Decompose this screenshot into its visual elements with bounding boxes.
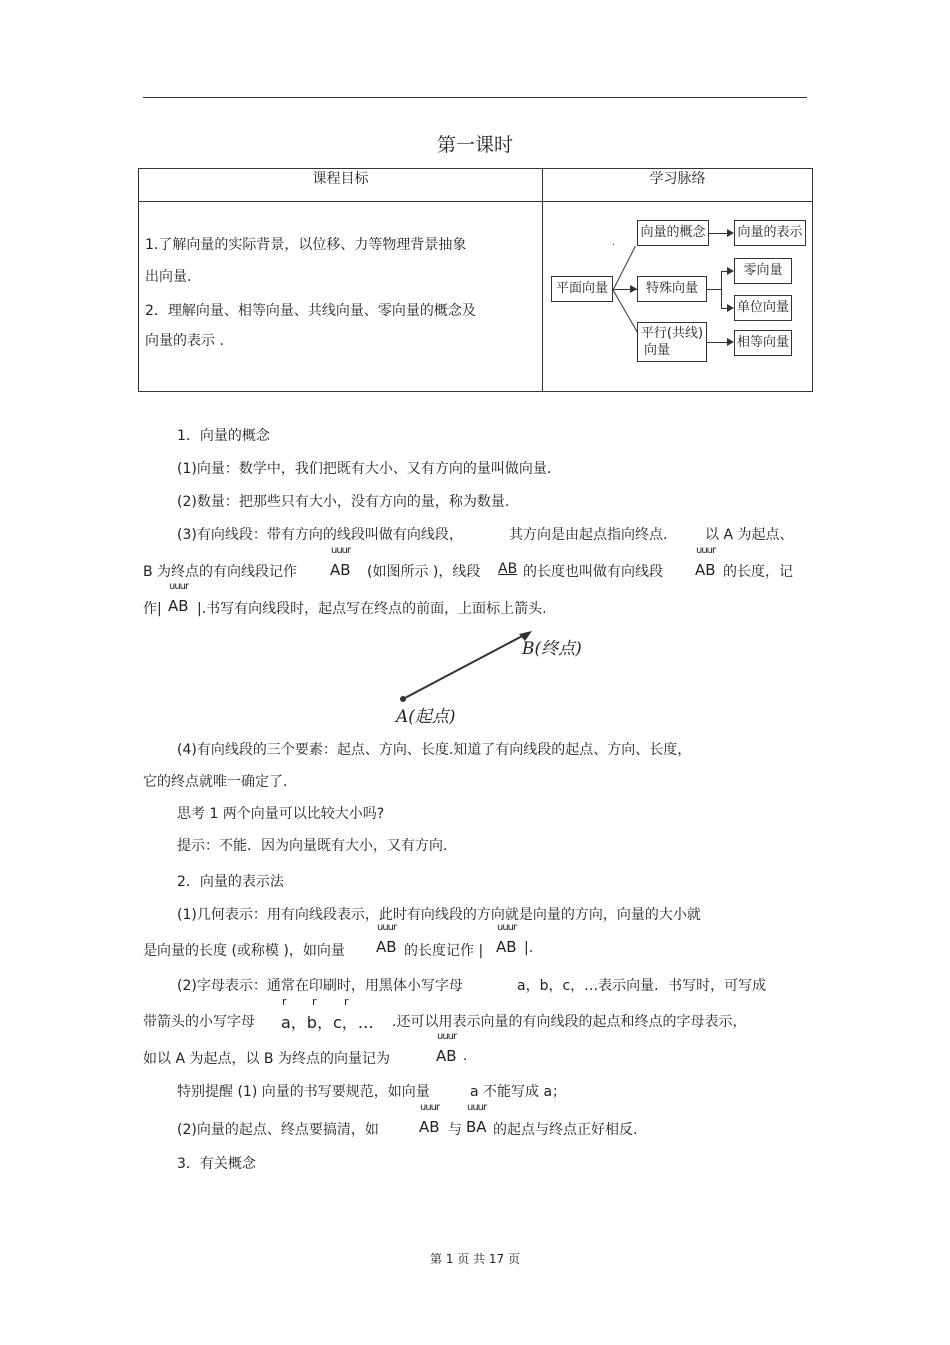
paragraph: |. [524, 940, 534, 956]
vector-AB: uuur AB [496, 922, 517, 956]
node-parallel-line2: 向量 [644, 343, 671, 358]
section-heading: 3．有关概念 [177, 1156, 256, 1172]
goal-line: 2．理解向量、相等向量、共线向量、零向量的概念及 [145, 303, 476, 319]
arrow-mark: r [312, 995, 317, 1008]
vector-AB: uuur AB [330, 545, 351, 579]
paragraph: (2)字母表示：通常在印刷时，用黑体小写字母 [177, 978, 463, 994]
paragraph: 的长度，记 [723, 564, 793, 580]
paragraph: 的起点与终点正好相反. [493, 1122, 638, 1138]
vector-AB: uuur AB [695, 545, 716, 579]
paragraph: (1)向量：数学中，我们把既有大小、又有方向的量叫做向量. [177, 461, 552, 477]
hint: 提示：不能．因为向量既有大小，又有方向. [177, 838, 448, 854]
connector [612, 289, 638, 333]
arrow-mark: r [344, 995, 349, 1008]
paragraph: (如图所示 )，线段 [367, 564, 481, 580]
goal-line: 出向量. [145, 269, 192, 285]
reminder: 特别提醒 (1) 向量的书写要规范，如向量 [177, 1084, 430, 1100]
label-startpoint: A(起点) [396, 707, 456, 727]
vector-AB: uuur AB [376, 922, 397, 956]
node-equal: 相等向量 [734, 330, 792, 356]
label-endpoint: B(终点) [522, 639, 582, 659]
paragraph: . [463, 1048, 468, 1064]
goal-line: 向量的表示 . [145, 333, 224, 349]
arrow-icon [727, 229, 734, 237]
paragraph: 的长度也叫做有向线段 [523, 564, 663, 580]
paragraph: (2)数量：把那些只有大小，没有方向的量，称为数量. [177, 494, 510, 510]
paragraph: (2)向量的起点、终点要搞清，如 [177, 1122, 379, 1138]
paragraph: 以 A 为起点、 [705, 527, 794, 543]
paragraph: a，b，c，…表示向量．书写时，可写成 [517, 978, 767, 994]
paragraph: 带箭头的小写字母 [143, 1014, 255, 1030]
goals-cell [139, 202, 543, 392]
node-concept: 向量的概念 [637, 220, 709, 246]
node-parallel-line1: 平行(共线) [640, 326, 704, 341]
paragraph: |.书写有向线段时，起点写在终点的前面，上面标上箭头. [197, 601, 547, 617]
page-title: 第一课时 [436, 134, 513, 156]
paragraph: (1)几何表示：用有向线段表示，此时有向线段的方向就是向量的方向，向量的大小就 [177, 907, 701, 923]
arrow-icon [727, 304, 734, 312]
section-heading: 2．向量的表示法 [177, 874, 284, 890]
paragraph: 如以 A 为起点，以 B 为终点的向量记为 [143, 1051, 390, 1067]
paragraph: .还可以用表示向量的有向线段的起点和终点的字母表示， [392, 1014, 747, 1030]
section-heading: 1．向量的概念 [177, 428, 270, 444]
node-parallel [637, 322, 707, 362]
col-goals-header: 课程目标 [139, 169, 543, 202]
vector-BA: uuur BA [466, 1102, 487, 1136]
paragraph: B 为终点的有向线段记作 [143, 564, 298, 580]
node-zero: 零向量 [734, 258, 792, 284]
col-context-header: 学习脉络 [543, 169, 813, 202]
paragraph: 作| [143, 601, 162, 617]
node-root: 平面向量 [551, 276, 613, 302]
vector-line [403, 633, 528, 699]
vector-AB: uuur AB [436, 1031, 457, 1065]
paragraph: 的长度记作 | [404, 943, 484, 959]
paragraph: 它的终点就唯一确定了. [143, 774, 288, 790]
objectives-table [138, 168, 813, 392]
paragraph: 其方向是由起点指向终点. [509, 527, 668, 543]
page-footer: 第 1 页 共 17 页 [430, 1252, 520, 1266]
node-unit: 单位向量 [734, 295, 792, 321]
reminder: a 不能写成 a； [470, 1084, 567, 1100]
header-rule [143, 97, 807, 98]
vector-AB: uuur AB [168, 581, 189, 615]
node-representation: 向量的表示 [734, 220, 806, 246]
node-special: 特殊向量 [637, 276, 707, 302]
vector-AB: uuur AB [419, 1102, 440, 1136]
paragraph: (4)有向线段的三个要素：起点、方向、长度.知道了有向线段的起点、方向、长度， [177, 742, 692, 758]
connector [613, 246, 636, 290]
paragraph: 与 [448, 1122, 462, 1138]
paragraph: 是向量的长度 (或称模 )，如向量 [143, 943, 345, 959]
arrow-icon [727, 267, 734, 275]
arrow-icon [630, 285, 637, 293]
arrow-icon [727, 338, 734, 346]
think-question: 思考 1 两个向量可以比较大小吗? [177, 806, 385, 822]
segment-AB: AB [498, 561, 518, 577]
goal-line: 1.了解向量的实际背景，以位移、力等物理背景抽象 [145, 237, 467, 253]
letter-vectors: a，b，c，… [281, 1013, 374, 1032]
paragraph: (3)有向线段：带有方向的线段叫做有向线段， [177, 527, 463, 543]
arrow-mark: r [282, 995, 287, 1008]
learning-map [543, 202, 813, 392]
